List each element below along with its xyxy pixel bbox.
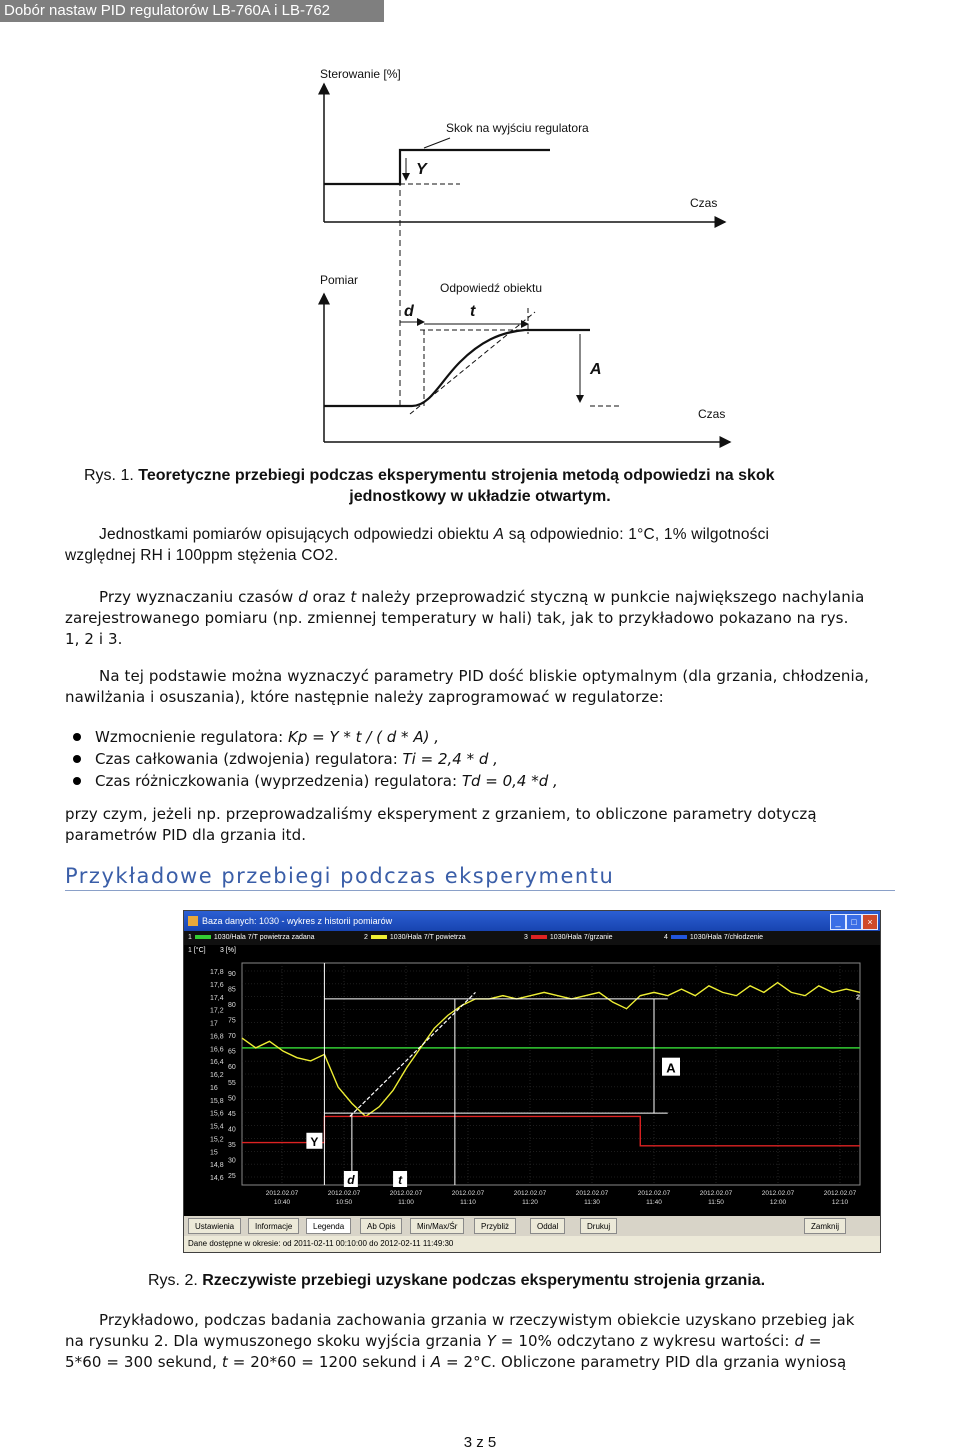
- x-tick-label: 2012.02.07: [699, 1190, 733, 1197]
- y-right-tick-label: 65: [228, 1048, 236, 1056]
- a-label: A: [590, 361, 602, 378]
- y-left-tick-label: 17,6: [210, 981, 224, 989]
- window-title: Baza danych: 1030 - wykres z historii pomiarów: [202, 916, 393, 926]
- series-legend: [184, 931, 880, 945]
- step-pointer: [424, 138, 450, 148]
- x-tick-label: 11:20: [522, 1199, 538, 1206]
- close-icon[interactable]: ×: [862, 914, 878, 930]
- x-tick-label: 10:50: [335, 1199, 353, 1206]
- x-tick-label: 2012.02.07: [327, 1190, 361, 1197]
- x-tick-label: 2012.02.07: [389, 1190, 423, 1197]
- settings-button[interactable]: Ustawienia: [188, 1218, 241, 1234]
- app-icon: [188, 916, 198, 926]
- figure1-caption-line2: jednostkowy w układzie otwartym.: [349, 488, 611, 505]
- y-left-tick-label: 17,4: [210, 994, 224, 1002]
- paragraph-pid-intro: Na tej podstawie można wyznaczyć parametry PID dość bliskie optymalnym (dla grzania, chłodzenia, nawilżania i osuszania), które następnie należy zaprogramować w regulatorze:: [65, 667, 869, 706]
- y-left-tick-label: 16: [210, 1084, 218, 1092]
- measure-axis-label: Pomiar: [320, 273, 359, 287]
- y-right-tick-label: 40: [228, 1126, 236, 1134]
- time-label-bottom: Czas: [698, 407, 726, 421]
- x-tick-label: 2012.02.07: [265, 1190, 299, 1197]
- x-tick-label: 11:00: [398, 1199, 414, 1206]
- y-right-tick-label: 85: [228, 986, 236, 994]
- chart-toolbar: [184, 1216, 880, 1236]
- paragraph-times: Przy wyznaczaniu czasów d oraz t należy przeprowadzić styczną w punkcie największego nachylania zarejestrowanego pomiaru (np. zmiennej temperatury w hali) tak, jak to przykładowo pokazano na rys. 1, 2 i 3.: [65, 588, 865, 648]
- legend-item: 1 1030/Hala 7/T powietrza zadana: [188, 934, 315, 941]
- list-item: Czas różniczkowania (wyprzedzenia) regulatora: Td = 0,4 *d ,: [73, 770, 558, 792]
- window-titlebar: [184, 911, 880, 931]
- y-left-tick-label: 17,2: [210, 1007, 224, 1015]
- section-heading: Przykładowe przebiegi podczas eksperymentu: [65, 864, 895, 891]
- description-button[interactable]: Ab Opis: [360, 1218, 402, 1234]
- y-left-tick-label: 14,6: [210, 1175, 224, 1182]
- time-label-top: Czas: [690, 196, 718, 210]
- zoom-in-button[interactable]: Przybliż: [474, 1218, 516, 1234]
- y-label: Y: [416, 161, 427, 178]
- control-axis-label: Sterowanie [%]: [320, 67, 401, 81]
- x-tick-label: 2012.02.07: [761, 1190, 795, 1197]
- figure2-caption: Rys. 2. Rzeczywiste przebiegi uzyskane podczas eksperymentu strojenia grzania.: [148, 1272, 766, 1289]
- t-label: t: [470, 303, 476, 320]
- annotation-label: A: [666, 1060, 676, 1076]
- y-right-tick-label: 25: [228, 1173, 236, 1180]
- print-button[interactable]: Drukuj: [580, 1218, 617, 1234]
- x-tick-label: 10:40: [273, 1199, 291, 1206]
- annotation-label: Y: [310, 1134, 319, 1149]
- units-bar: [184, 945, 880, 957]
- y-right-tick-label: 90: [228, 971, 236, 978]
- y-left-tick-label: 17,8: [210, 969, 224, 976]
- y-left-tick-label: 14,8: [210, 1162, 224, 1170]
- y-right-tick-label: 30: [228, 1157, 236, 1165]
- theory-diagram: [300, 62, 740, 452]
- info-button[interactable]: Informacje: [248, 1218, 299, 1234]
- x-tick-label: 11:40: [646, 1199, 662, 1206]
- x-tick-label: 2012.02.07: [451, 1190, 485, 1197]
- legend-item: 2 1030/Hala 7/T powietrza: [364, 934, 466, 941]
- maximize-icon[interactable]: □: [846, 914, 862, 930]
- x-tick-label: 2012.02.07: [637, 1190, 671, 1197]
- y-left-tick-label: 17: [210, 1020, 218, 1028]
- page-number: 3 z 5: [463, 1434, 497, 1451]
- x-tick-label: 2012.02.07: [513, 1190, 547, 1197]
- y-right-tick-label: 70: [228, 1033, 236, 1041]
- y-left-tick-label: 15,4: [210, 1123, 224, 1131]
- annotation-label: d: [347, 1173, 355, 1187]
- status-bar: [184, 1236, 880, 1252]
- y-left-tick-label: 16,6: [210, 1046, 224, 1054]
- y-left-tick-label: 16,4: [210, 1059, 224, 1067]
- legend-button[interactable]: Legenda: [306, 1218, 351, 1234]
- y-right-tick-label: 60: [228, 1064, 236, 1072]
- chart-app-window: [183, 910, 881, 1253]
- y-left-tick-label: 16,2: [210, 1072, 224, 1079]
- tangent-line: [410, 312, 535, 414]
- x-tick-label: 2012.02.07: [823, 1190, 857, 1197]
- close-button[interactable]: Zamknij: [804, 1218, 846, 1234]
- x-tick-label: 11:10: [460, 1199, 476, 1206]
- response-label: Odpowiedź obiektu: [440, 281, 543, 295]
- legend-item: 4 1030/Hala 7/chłodzenie: [664, 934, 764, 941]
- y-right-tick-label: 55: [228, 1079, 236, 1087]
- step-signal: [324, 150, 550, 184]
- x-tick-label: 12:10: [831, 1199, 849, 1206]
- y-right-tick-label: 45: [228, 1110, 236, 1118]
- x-tick-label: 12:00: [769, 1199, 787, 1206]
- annotation-label: t: [398, 1173, 403, 1187]
- paragraph-example: Przykładowo, podczas badania zachowania grzania w rzeczywistym obiekcie uzyskano przebieg jak na rysunku 2. Dla wymuszonego skoku wyjścia grzania Y = 10% odczytano z wykresu wartości: d = 5*60 = 300 sekund, t = 20*60 = 1200 sekund i A = 2°C. Obliczone parametry PID dla grzania wyniosą: [65, 1311, 855, 1371]
- legend-item: 3 1030/Hala 7/grzanie: [524, 934, 613, 941]
- d-label: d: [404, 303, 414, 320]
- paragraph-units: Jednostkami pomiarów opisujących odpowiedzi obiektu A są odpowiednio: 1°C, 1% wilgotności względnej RH i 100ppm stężenia CO2.: [65, 526, 770, 564]
- x-tick-label: 11:50: [708, 1199, 724, 1206]
- minimize-icon[interactable]: _: [830, 914, 846, 930]
- paragraph-note: przy czym, jeżeli np. przeprowadzaliśmy eksperyment z grzaniem, to obliczone parametry dotyczą parametrów PID dla grzania itd.: [65, 805, 817, 844]
- y-left-tick-label: 15,2: [210, 1136, 224, 1144]
- annotation-label: 2: [856, 994, 860, 1002]
- y-right-tick-label: 50: [228, 1095, 236, 1103]
- pid-formula-list: [73, 726, 558, 792]
- list-item: Czas całkowania (zdwojenia) regulatora: Ti = 2,4 * d ,: [73, 748, 558, 770]
- zoom-out-button[interactable]: Oddal: [530, 1218, 565, 1234]
- y-left-tick-label: 15,6: [210, 1110, 224, 1118]
- y-left-tick-label: 16,8: [210, 1033, 224, 1041]
- list-item: Wzmocnienie regulatora: Kp = Y * t / ( d * A) ,: [73, 726, 558, 748]
- minmax-button[interactable]: Min/Max/Śr: [410, 1218, 464, 1234]
- y-right-tick-label: 80: [228, 1002, 236, 1010]
- x-tick-label: 11:30: [584, 1199, 600, 1206]
- x-tick-label: 2012.02.07: [575, 1190, 609, 1197]
- document-title: Dobór nastaw PID regulatorów LB-760A i LB-762: [0, 0, 384, 22]
- history-chart[interactable]: [184, 957, 880, 1216]
- unit-left: 1 [°C]: [188, 947, 206, 954]
- unit-right: 3 [%]: [220, 947, 236, 954]
- response-curve: [324, 330, 590, 406]
- figure1-caption: Rys. 1. Teoretyczne przebiegi podczas eksperymentu strojenia metodą odpowiedzi na skok: [84, 467, 775, 484]
- y-left-tick-label: 15: [210, 1149, 218, 1157]
- y-right-tick-label: 75: [228, 1017, 236, 1025]
- y-left-tick-label: 15,8: [210, 1097, 224, 1105]
- y-right-tick-label: 35: [228, 1141, 236, 1149]
- status-text: Dane dostępne w okresie: od 2011-02-11 00:10:00 do 2012-02-11 11:49:30: [188, 1239, 454, 1248]
- step-label: Skok na wyjściu regulatora: [446, 121, 589, 135]
